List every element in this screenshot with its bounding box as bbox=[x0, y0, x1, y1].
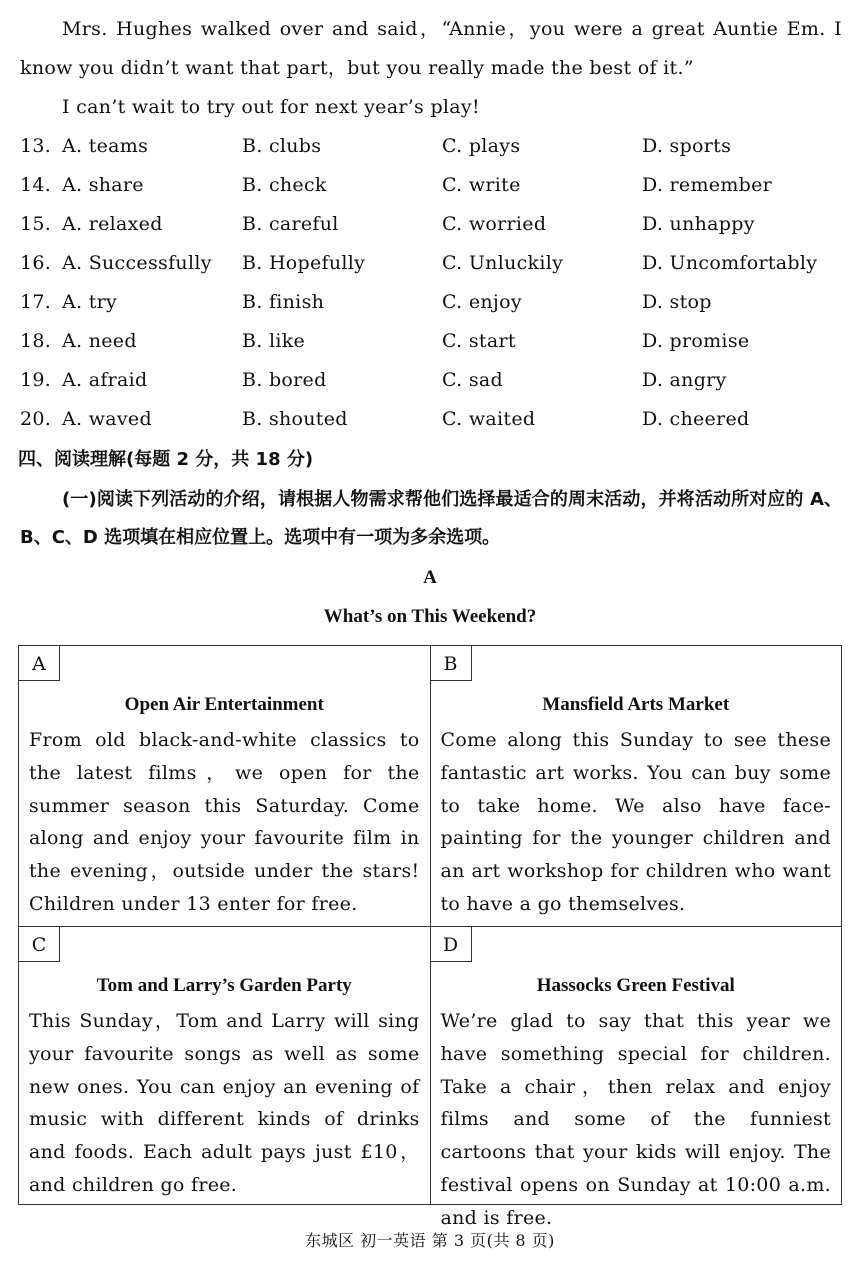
activity-letter: A bbox=[18, 645, 60, 681]
question-number: 13. bbox=[20, 135, 52, 157]
option-c: C. Unluckily bbox=[442, 252, 564, 274]
passage-paragraph: Mrs. Hughes walked over and said，“Annie，you were a great Auntie Em. I know you didn’t want that part，but you really made the best of it.” bbox=[20, 18, 842, 79]
option-c: C. enjoy bbox=[442, 291, 522, 313]
option-b: B. finish bbox=[242, 291, 325, 313]
option-b: B. careful bbox=[242, 213, 339, 235]
option-c: C. start bbox=[442, 330, 516, 352]
option-b: B. like bbox=[242, 330, 306, 352]
option-c: C. waited bbox=[442, 408, 536, 430]
option-a: A. need bbox=[62, 330, 137, 352]
option-a: A. afraid bbox=[62, 369, 148, 391]
section-heading: 四、阅读理解(每题 2 分，共 18 分) bbox=[18, 449, 314, 470]
activity-description: This Sunday，Tom and Larry will sing your favourite songs as well as some new ones. You can enjoy an evening of music with different kinds of drinks and foods. Each adult pays just £10，and children go free. bbox=[29, 1010, 420, 1196]
activity-description: We’re glad to say that this year we have something special for children. Take a chair，then relax and enjoy films and some of the funniest cartoons that your kids will enjoy. The festival opens on Sunday at 10:00 a.m. and is free. bbox=[440, 1010, 831, 1229]
option-d: D. Uncomfortably bbox=[642, 252, 818, 274]
option-d: D. cheered bbox=[642, 408, 750, 430]
activity-letter: D bbox=[430, 926, 472, 962]
option-c: C. sad bbox=[442, 369, 503, 391]
question-row bbox=[20, 322, 842, 361]
activity-cell-b bbox=[430, 646, 842, 927]
option-d: D. promise bbox=[642, 330, 750, 352]
option-b: B. check bbox=[242, 174, 327, 196]
option-d: D. angry bbox=[642, 369, 727, 391]
activity-title: Open Air Entertainment bbox=[124, 694, 324, 715]
passage-paragraph: I can’t wait to try out for next year’s play! bbox=[62, 96, 480, 118]
option-b: B. bored bbox=[242, 369, 327, 391]
option-a: A. waved bbox=[62, 408, 152, 430]
question-row bbox=[20, 400, 842, 439]
option-a: A. Successfully bbox=[62, 252, 212, 274]
question-number: 15. bbox=[20, 213, 52, 235]
activity-title: Mansfield Arts Market bbox=[542, 694, 730, 715]
question-number: 14. bbox=[20, 174, 52, 196]
question-row bbox=[20, 166, 842, 205]
question-number: 19. bbox=[20, 369, 52, 391]
option-d: D. stop bbox=[642, 291, 712, 313]
page-footer: 东城区 初一英语 第 3 页(共 8 页) bbox=[305, 1231, 555, 1250]
question-number: 20. bbox=[20, 408, 52, 430]
activity-title: Tom and Larry’s Garden Party bbox=[96, 975, 352, 996]
activity-description: From old black-and-white classics to the latest films，we open for the summer season this Saturday. Come along and enjoy your favourite film in the evening，outside under the stars! Children under 13 enter for free. bbox=[29, 729, 420, 915]
option-c: C. write bbox=[442, 174, 521, 196]
section-instruction: (一)阅读下列活动的介绍，请根据人物需求帮他们选择最适合的周末活动，并将活动所对应的 A、B、C、D 选项填在相应位置上。选项中有一项为多余选项。 bbox=[20, 489, 842, 548]
option-a: A. try bbox=[62, 291, 118, 313]
option-a: A. relaxed bbox=[62, 213, 163, 235]
part-title: What’s on This Weekend? bbox=[323, 606, 537, 627]
option-a: A. teams bbox=[62, 135, 149, 157]
option-b: B. shouted bbox=[242, 408, 348, 430]
activity-letter: C bbox=[18, 926, 60, 962]
option-c: C. worried bbox=[442, 213, 547, 235]
option-d: D. remember bbox=[642, 174, 773, 196]
activity-cell-c bbox=[19, 927, 431, 1205]
option-b: B. clubs bbox=[242, 135, 322, 157]
question-row bbox=[20, 283, 842, 322]
question-row bbox=[20, 205, 842, 244]
activity-title: Hassocks Green Festival bbox=[536, 975, 735, 996]
option-d: D. sports bbox=[642, 135, 732, 157]
option-c: C. plays bbox=[442, 135, 521, 157]
activity-cell-a bbox=[19, 646, 431, 927]
activities-table bbox=[18, 645, 842, 1229]
part-letter: A bbox=[423, 567, 437, 588]
question-number: 18. bbox=[20, 330, 52, 352]
activity-letter: B bbox=[430, 645, 472, 681]
option-d: D. unhappy bbox=[642, 213, 755, 235]
activity-description: Come along this Sunday to see these fantastic art works. You can buy some to take home. We also have face-painting for the younger children and an art workshop for children who want to have a go themselves. bbox=[440, 729, 831, 915]
activity-cell-d bbox=[430, 927, 842, 1229]
question-number: 16. bbox=[20, 252, 52, 274]
question-row bbox=[20, 361, 842, 400]
option-b: B. Hopefully bbox=[242, 252, 366, 274]
question-row bbox=[20, 127, 842, 166]
question-row bbox=[20, 244, 842, 283]
option-a: A. share bbox=[62, 174, 144, 196]
question-number: 17. bbox=[20, 291, 52, 313]
